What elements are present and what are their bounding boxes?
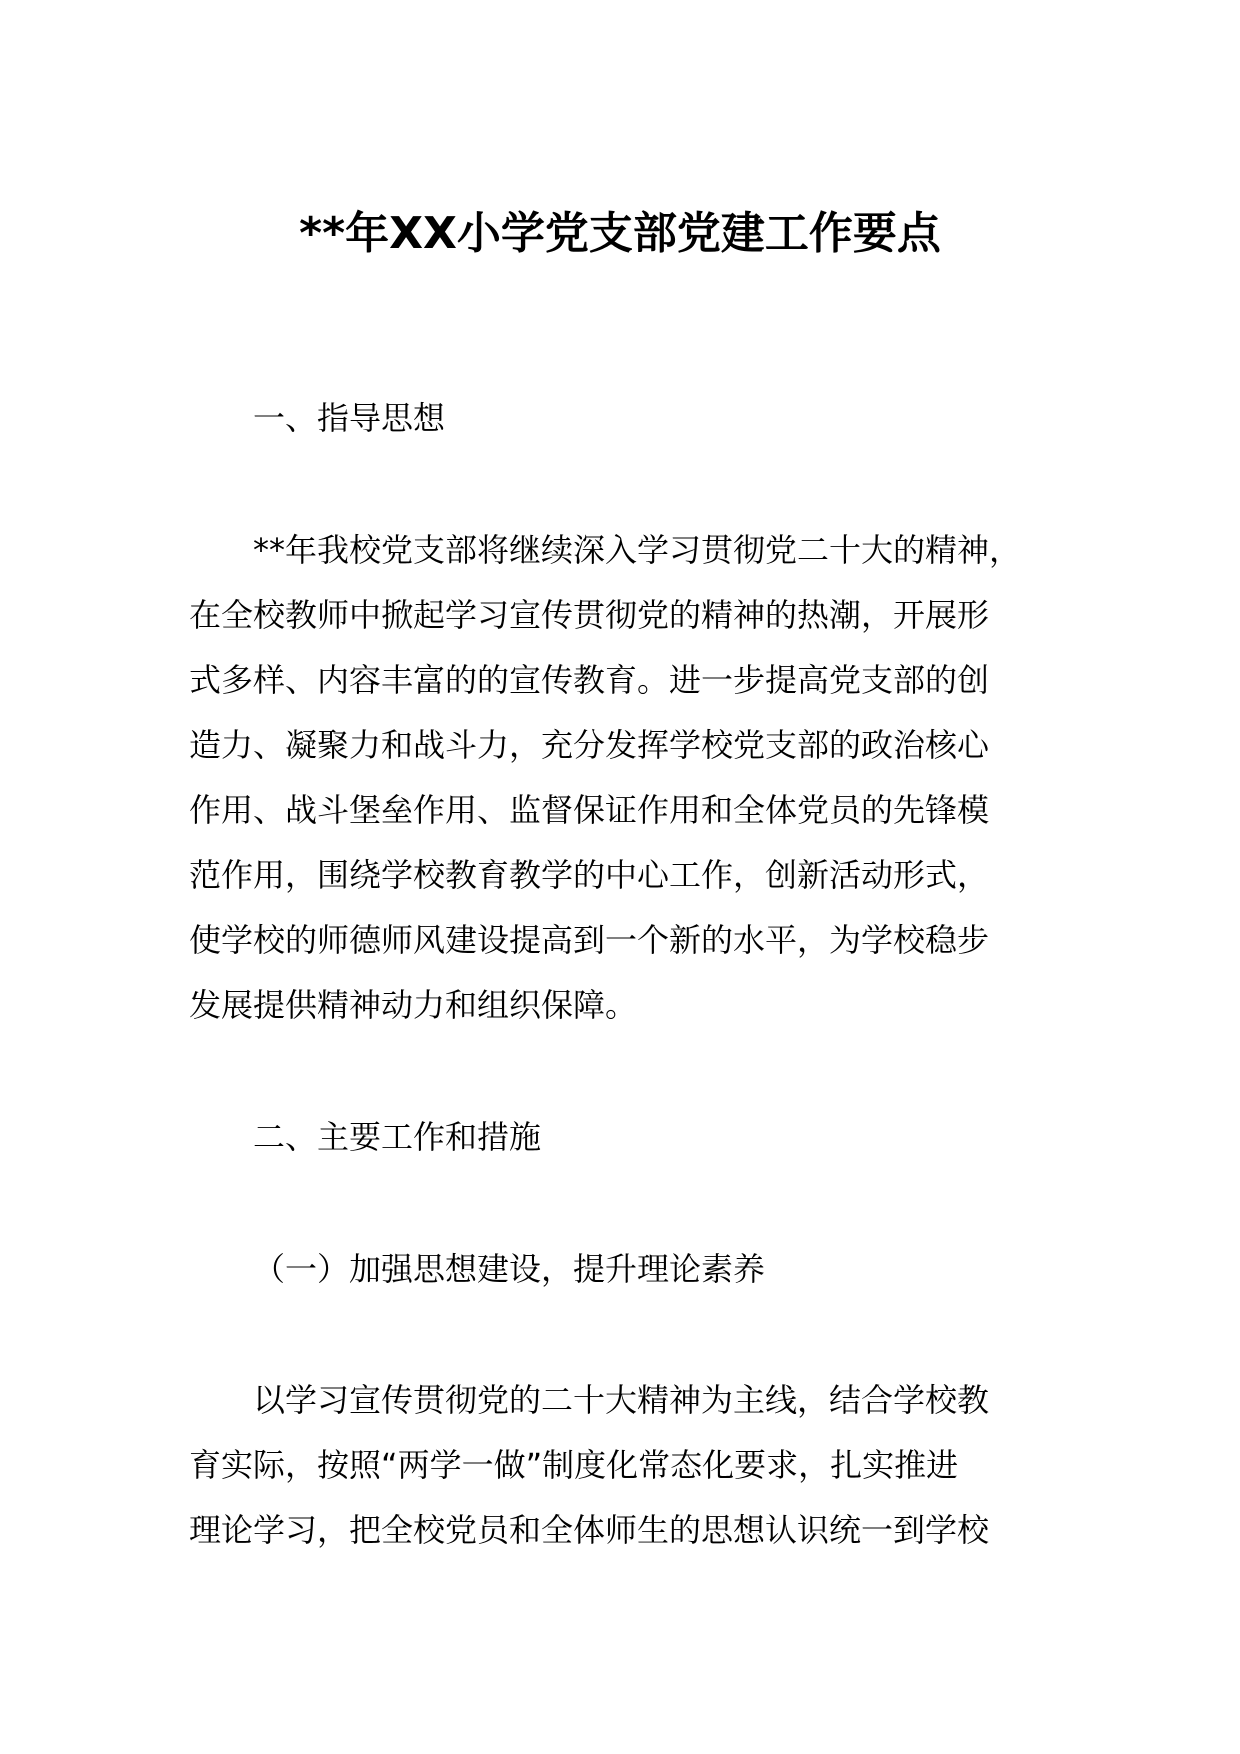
paragraph-ideological-building	[189, 1368, 1061, 1563]
subsection-heading-ideological-building	[189, 1237, 1061, 1302]
paragraph-line: 使学校的师德师风建设提高到一个新的水平，为学校稳步	[189, 921, 990, 959]
section-heading-text: 二、主要工作和措施	[253, 1118, 542, 1156]
section-heading-text: 一、指导思想	[253, 399, 446, 437]
paragraph-line: 范作用，围绕学校教育教学的中心工作，创新活动形式，	[189, 856, 990, 894]
paragraph-line: 育实际，按照“两学一做”制度化常态化要求，扎实推进	[189, 1446, 959, 1484]
section-heading-main-work	[189, 1105, 1061, 1170]
paragraph-line: 式多样、内容丰富的的宣传教育。进一步提高党支部的创	[189, 661, 990, 699]
paragraph-line: 理论学习，把全校党员和全体师生的思想认识统一到学校	[189, 1511, 990, 1549]
paragraph-line: 造力、凝聚力和战斗力，充分发挥学校党支部的政治核心	[189, 726, 990, 764]
paragraph-line: 在全校教师中掀起学习宣传贯彻党的精神的热潮，开展形	[189, 596, 990, 634]
section-heading-guiding-ideology	[189, 386, 1061, 451]
paragraph-guiding-ideology	[189, 518, 1061, 1038]
paragraph-line: **年我校党支部将继续深入学习贯彻党二十大的精神，	[253, 531, 1022, 569]
subsection-heading-text: （一）加强思想建设，提升理论素养	[253, 1250, 766, 1288]
paragraph-line: 作用、战斗堡垒作用、监督保证作用和全体党员的先锋模	[189, 791, 990, 829]
paragraph-line: 发展提供精神动力和组织保障。	[189, 986, 638, 1024]
document-title: **年XX小学党支部党建工作要点	[299, 208, 941, 259]
paragraph-line: 以学习宣传贯彻党的二十大精神为主线，结合学校教	[253, 1381, 990, 1419]
